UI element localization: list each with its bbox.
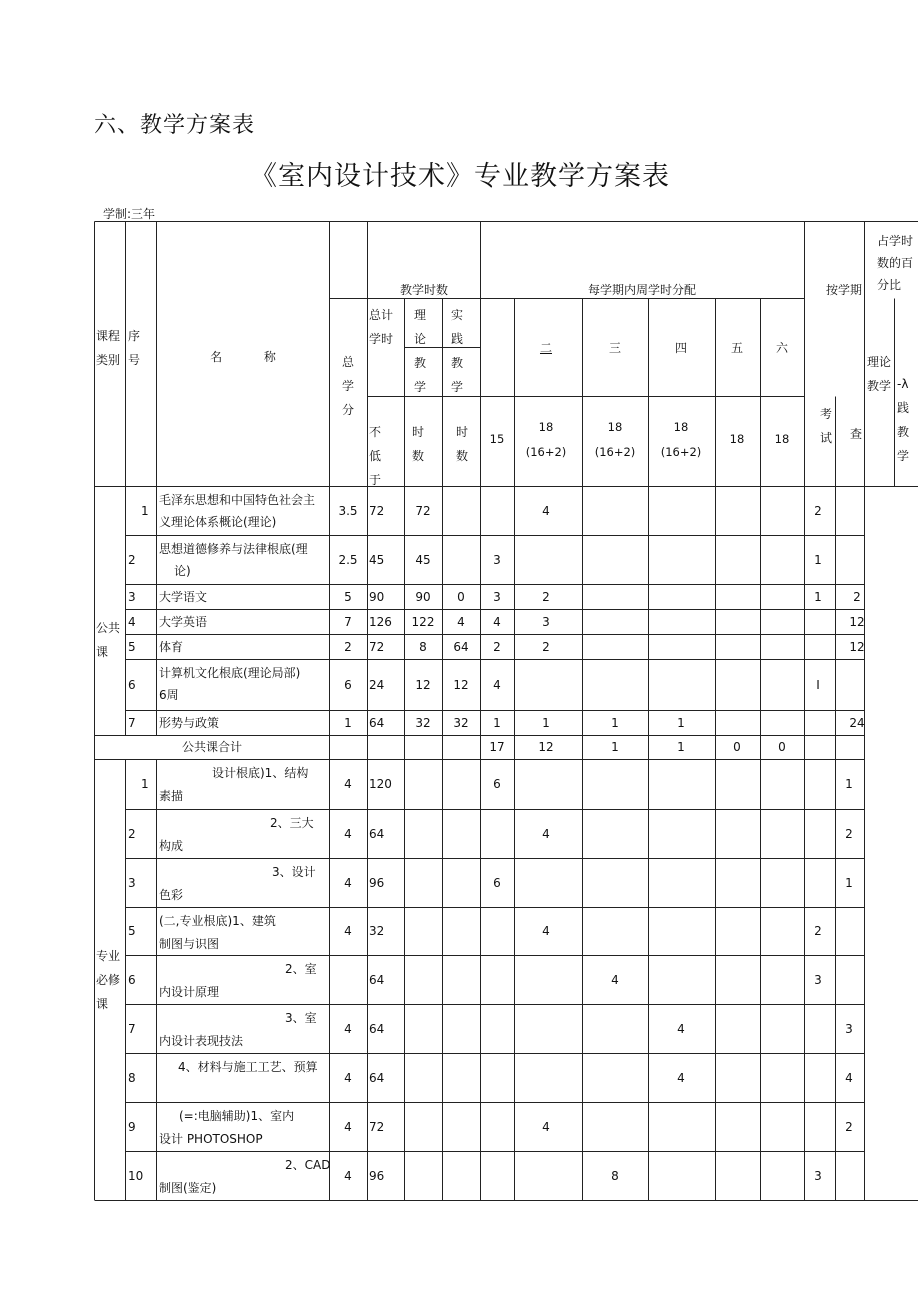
header-seq: 序号 — [128, 329, 141, 367]
theory-hours: 72 — [415, 504, 431, 518]
weekly-s2: 4 — [542, 924, 550, 938]
weekly-s3: 4 — [611, 973, 619, 987]
theory-hours: 32 — [415, 716, 431, 730]
weekly-s4: 4 — [677, 1022, 685, 1036]
credits: 4 — [344, 1120, 352, 1134]
course-name-cont: 内设计表现技法 — [159, 1034, 244, 1048]
page-title: 《室内设计技术》专业教学方案表 — [250, 161, 670, 192]
weekly-s2: 3 — [542, 615, 550, 629]
total-hours: 96 — [369, 876, 385, 890]
weekly-s1: 6 — [493, 777, 501, 791]
credits: 4 — [344, 924, 352, 938]
course-name: 2、室 — [285, 962, 317, 976]
course-name-cont: 制图与识图 — [159, 937, 220, 951]
public-total-s5: 0 — [733, 740, 741, 754]
check-semester: 3 — [845, 1022, 853, 1036]
total-hours: 64 — [369, 716, 385, 730]
check-semester: 1 — [845, 876, 853, 890]
total-hours: 64 — [369, 1071, 385, 1085]
exam-semester: I — [816, 678, 820, 692]
course-name-cont: 义理论体系概论(理论) — [159, 515, 277, 529]
header-pct: 占学时数的百分比 — [877, 234, 914, 292]
header-check: 查 — [850, 427, 863, 441]
theory-hours: 12 — [415, 678, 431, 692]
header-sem6: 六 — [775, 341, 789, 355]
check-semester: 4 — [845, 1071, 853, 1085]
public-total-label: 公共课合计 — [181, 740, 243, 754]
credits: 4 — [344, 1071, 352, 1085]
course-name: 2、CAD — [285, 1158, 331, 1172]
course-name-cont: 色彩 — [159, 888, 184, 902]
credits: 2.5 — [338, 553, 358, 567]
credits: 4 — [344, 1169, 352, 1183]
credits: 5 — [344, 590, 352, 604]
weekly-s1: 3 — [493, 553, 501, 567]
check-semester: 2 — [845, 827, 853, 841]
header-sem5: 五 — [730, 341, 744, 355]
header-category: 课程类别 — [96, 329, 121, 367]
practice-hours: 64 — [453, 640, 469, 654]
weekly-s1: 2 — [493, 640, 501, 654]
weekly-s3: 1 — [611, 716, 619, 730]
header-theory-teach: 理论教学 — [867, 355, 892, 393]
weekly-s2: 2 — [542, 590, 550, 604]
row-seq: 2 — [128, 553, 136, 567]
course-name: (=:电脑辅助)1、室内 — [179, 1109, 295, 1123]
weekly-s4: 1 — [677, 716, 685, 730]
check-semester: 12 — [849, 615, 865, 629]
practice-hours: 4 — [457, 615, 465, 629]
header-sem3-weeks: 18 — [607, 420, 623, 434]
row-seq: 7 — [128, 1022, 136, 1036]
public-total-s6: 0 — [778, 740, 786, 754]
course-name: 大学语文 — [159, 590, 208, 604]
exam-semester: 3 — [814, 1169, 822, 1183]
weekly-s2: 2 — [542, 640, 550, 654]
header-hours-theory: 时数 — [412, 425, 425, 463]
row-seq: 3 — [128, 876, 136, 890]
course-name: 计算机文化根底(理论局部) — [159, 666, 301, 680]
total-hours: 90 — [369, 590, 385, 604]
course-name-cont: 素描 — [159, 789, 184, 803]
course-name: 3、设计 — [272, 865, 316, 879]
row-seq: 1 — [141, 504, 149, 518]
header-sem5-weeks: 18 — [729, 432, 745, 446]
header-min-hours: 不低于 — [369, 425, 382, 487]
weekly-s2: 1 — [542, 716, 550, 730]
header-sem2-detail: (16+2) — [525, 445, 567, 459]
header-sem1-weeks: 15 — [489, 432, 505, 446]
header-theory: 理论教学 — [414, 308, 441, 394]
header-by-semester: 按学期 — [826, 284, 863, 296]
public-total-s2: 12 — [538, 740, 554, 754]
theory-hours: 122 — [411, 615, 435, 629]
header-sem3-detail: (16+2) — [594, 445, 636, 459]
total-hours: 24 — [369, 678, 385, 692]
total-hours: 64 — [369, 827, 385, 841]
row-seq: 9 — [128, 1120, 136, 1134]
course-name: 2、三大 — [270, 816, 314, 830]
row-seq: 6 — [128, 973, 136, 987]
credits: 4 — [344, 1022, 352, 1036]
exam-semester: 3 — [814, 973, 822, 987]
total-hours: 45 — [369, 553, 385, 567]
credits: 1 — [344, 716, 352, 730]
duration-label: 学制:三年 — [103, 207, 156, 221]
course-name: (二,专业根底)1、建筑 — [159, 914, 276, 928]
check-semester: 1 — [845, 777, 853, 791]
practice-hours: 32 — [453, 716, 469, 730]
header-sem3: 三 — [608, 341, 622, 355]
course-name: 思想道德修养与法律根底(理 — [159, 542, 308, 556]
course-name-cont: 设计 PHOTOSHOP — [159, 1132, 263, 1146]
weekly-s2: 4 — [542, 1120, 550, 1134]
weekly-s1: 6 — [493, 876, 501, 890]
row-seq: 3 — [128, 590, 136, 604]
header-practice: 实践教学 — [451, 308, 478, 394]
credits: 2 — [344, 640, 352, 654]
total-hours: 96 — [369, 1169, 385, 1183]
header-sem2: 二 — [539, 341, 553, 355]
course-name-cont: 6周 — [159, 688, 179, 702]
header-name: 名 称 — [210, 350, 276, 364]
section-title: 六、教学方案表 — [94, 113, 256, 138]
header-credits: 总学分 — [342, 355, 355, 417]
row-seq: 7 — [128, 716, 136, 730]
exam-semester: 1 — [814, 590, 822, 604]
course-name-cont: 内设计原理 — [159, 985, 220, 999]
total-hours: 32 — [369, 924, 385, 938]
header-total-hours: 总计学时 — [369, 308, 394, 346]
header-exam: 考试 — [820, 407, 833, 445]
course-name: 3、室 — [285, 1011, 317, 1025]
header-weekly-dist: 每学期内周学时分配 — [587, 283, 697, 297]
course-name-cont: 制图(鉴定) — [159, 1181, 217, 1195]
public-total-s1: 17 — [489, 740, 505, 754]
weekly-s4: 4 — [677, 1071, 685, 1085]
public-total-s4: 1 — [677, 740, 685, 754]
theory-hours: 8 — [419, 640, 427, 654]
course-name: 形势与政策 — [159, 716, 220, 730]
header-sem4-detail: (16+2) — [660, 445, 702, 459]
row-seq: 5 — [128, 640, 136, 654]
course-name: 大学英语 — [159, 615, 208, 629]
course-name: 设计根底)1、结构 — [212, 766, 309, 780]
public-total-s3: 1 — [611, 740, 619, 754]
row-seq: 5 — [128, 924, 136, 938]
header-sem2-weeks: 18 — [538, 420, 554, 434]
total-hours: 120 — [369, 777, 392, 791]
weekly-s1: 4 — [493, 678, 501, 692]
total-hours: 72 — [369, 1120, 385, 1134]
header-hours-practice: 时数 — [456, 425, 469, 463]
weekly-s1: 3 — [493, 590, 501, 604]
total-hours: 64 — [369, 1022, 385, 1036]
check-semester: 2 — [853, 590, 861, 604]
header-sem4-weeks: 18 — [673, 420, 689, 434]
header-sem6-weeks: 18 — [774, 432, 790, 446]
practice-hours: 0 — [457, 590, 465, 604]
weekly-s3: 8 — [611, 1169, 619, 1183]
header-sem4: 四 — [674, 341, 688, 355]
weekly-s2: 4 — [542, 827, 550, 841]
total-hours: 72 — [369, 504, 385, 518]
category-professional: 专业必修课 — [96, 949, 121, 1011]
weekly-s1: 1 — [493, 716, 501, 730]
credits: 4 — [344, 876, 352, 890]
category-public: 公共课 — [96, 621, 121, 659]
exam-semester: 1 — [814, 553, 822, 567]
exam-semester: 2 — [814, 504, 822, 518]
course-name: 体育 — [159, 640, 184, 654]
course-name: 毛泽东思想和中国特色社会主 — [159, 493, 316, 507]
row-seq: 2 — [128, 827, 136, 841]
row-seq: 4 — [128, 615, 136, 629]
check-semester: 24 — [849, 716, 865, 730]
check-semester: 12 — [849, 640, 865, 654]
weekly-s2: 4 — [542, 504, 550, 518]
course-name-cont: 构成 — [159, 839, 184, 853]
credits: 3.5 — [338, 504, 358, 518]
practice-hours: 12 — [453, 678, 469, 692]
header-practice-teach: -λ践教学 — [897, 377, 910, 463]
total-hours: 64 — [369, 973, 385, 987]
row-seq: 1 — [141, 777, 149, 791]
total-hours: 126 — [369, 615, 392, 629]
header-teaching-hours: 教学时数 — [399, 283, 449, 297]
theory-hours: 90 — [415, 590, 431, 604]
weekly-s1: 4 — [493, 615, 501, 629]
total-hours: 72 — [369, 640, 385, 654]
credits: 4 — [344, 777, 352, 791]
check-semester: 2 — [845, 1120, 853, 1134]
exam-semester: 2 — [814, 924, 822, 938]
row-seq: 6 — [128, 678, 136, 692]
course-name-cont: 论) — [174, 564, 191, 578]
course-name: 4、材料与施工工艺、预算 — [178, 1060, 318, 1074]
theory-hours: 45 — [415, 553, 431, 567]
credits: 7 — [344, 615, 352, 629]
credits: 6 — [344, 678, 352, 692]
row-seq: 10 — [128, 1169, 144, 1183]
credits: 4 — [344, 827, 352, 841]
row-seq: 8 — [128, 1071, 136, 1085]
